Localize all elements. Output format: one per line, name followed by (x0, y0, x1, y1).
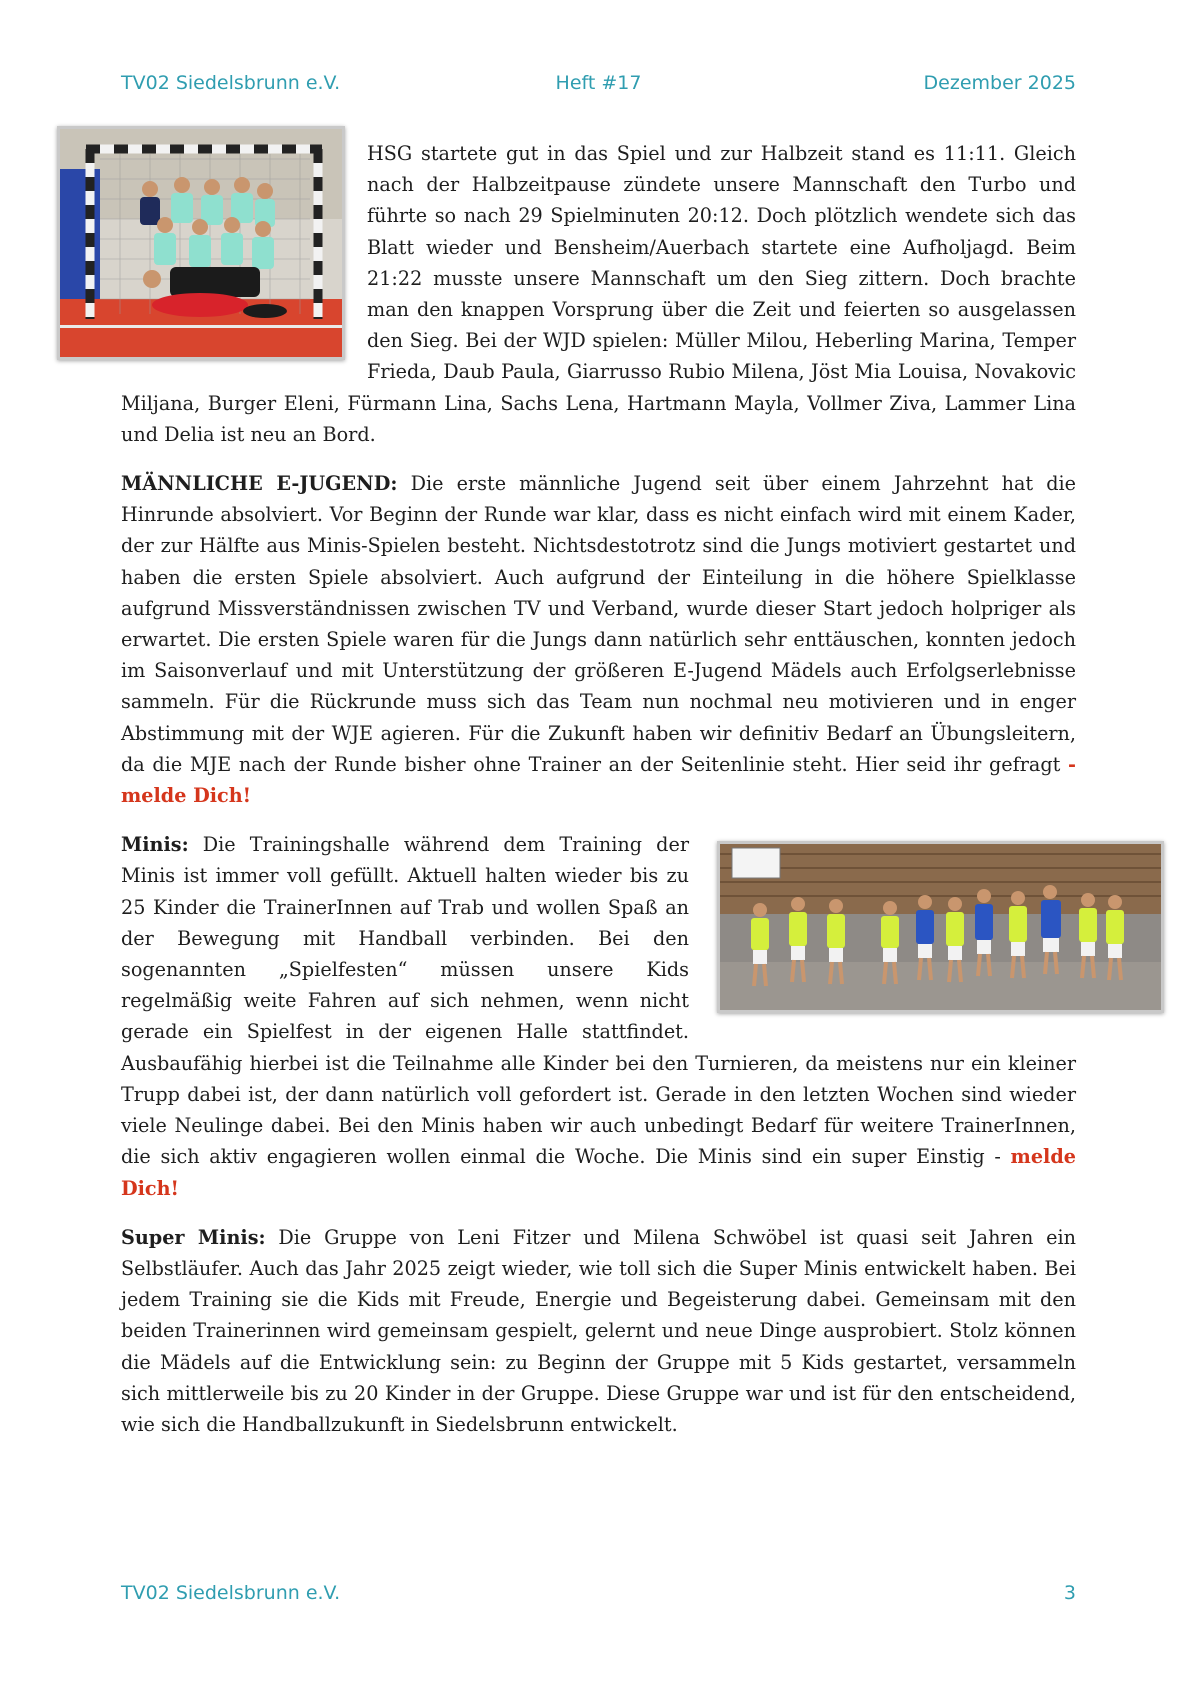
header-issue: Heft #17 (555, 72, 642, 94)
mje-text: Die erste männliche Jugend seit über einem Jahrzehnt hat die Hinrunde absolviert. Vor Beginn der Runde war klar, dass es nicht einfach wird mit einem Kader, der zur Hälfte aus Minis-Spielen besteht. Nichtsdestotrotz sind die Jungs motiviert gestartet und haben die ersten Spiele absolviert. Auch aufgrund der Einteilung in die höhere Spielklasse aufgrund Missverständnissen zwischen TV und Verband, wurde dieser Start jedoch holpriger als erwartet. Die ersten Spiele waren für die Jungs dann natürlich sehr enttäuschen, konnten jedoch im Saisonverlauf und mit Unterstützung der größeren E-Jugend Mädels auch Erfolgserlebnisse sammeln. Für die Rückrunde muss sich das Team nun nochmal neu motivieren und in enger Abstimmung mit der WJE agieren. Für die Zukunft haben wir definitiv Bedarf an Übungsleitern, da die MJE nach der Runde bisher ohne Trainer an der Seitenlinie steht. Hier seid ihr gefragt (121, 472, 1076, 776)
super-minis-text: Die Gruppe von Leni Fitzer und Milena Schwöbel ist quasi seit Jahren ein Selbstläufer. Auch das Jahr 2025 zeigt wieder, wie toll sich die Super Minis entwickelt haben. Bei jedem Training sie die Kids mit Freude, Energie und Begeisterung dabei. Gemeinsam mit den beiden Trainerinnen wird gemeinsam gespielt, gelernt und neue Dinge ausprobiert. Stolz können die Mädels auf die Entwicklung sein: zu Beginn der Gruppe mit 5 Kids gestartet, versammeln sich mittlerweile bis zu 20 Kinder in der Gruppe. Diese Gruppe war und ist für den entscheidend, wie sich die Handballzukunft in Siedelsbrunn entwickelt. (121, 1225, 1076, 1436)
team-photo-wjd-image (60, 129, 342, 357)
page-number: 3 (1063, 1582, 1076, 1604)
section-mje (121, 468, 1076, 811)
page-footer (121, 1582, 1076, 1608)
mje-cta: - melde Dich! (121, 752, 1076, 808)
section-super-minis (121, 1222, 1076, 1440)
minis-text: Die Trainingshalle während dem Training der Minis ist immer voll gefüllt. Aktuell halten wieder bis zu 25 Kinder die TrainerInnen auf Trab und wollen Spaß an der Bewegung mit Handball verbinden. Bei den sogenannten „Spielfesten“ müssen unsere Kids regelmäßig weite Fahren auf sich nehmen, wenn nicht gerade ein Spielfest in der eigenen Halle stattfindet. Ausbaufähig hierbei ist die Teilnahme alle Kinder bei den Turnieren, da meistens nur ein kleiner Trupp dabei ist, der dann natürlich voll gefordert ist. Gerade in den letzten Wochen sind wieder viele Neulinge dabei. Bei den Minis haben wir auch unbedingt Bedarf für weitere TrainerInnen, die sich aktiv engagieren wollen einmal die Woche. Die Minis sind ein super Einstig (121, 833, 1076, 1169)
mje-team-photo (717, 841, 1164, 1013)
intro-paragraph: HSG startete gut in das Spiel und zur Halbzeit stand es 11:11. Gleich nach der Halbzeitpause zündete unsere Mannschaft den Turbo und führte so nach 29 Spielminuten 20:12. Doch plötzlich wendete sich das Blatt wieder und Bensheim/Auerbach startete eine Aufholjagd. Beim 21:22 musste unsere Mannschaft um den Sieg zittern. Doch brachte man den knappen Vorsprung über die Zeit und feierten so ausgelassen den Sieg. Bei der WJD spielen: Müller Milou, Heberling Marina, Temper Frieda, Daub Paula, Giarrusso Rubio Milena, Jöst Mia Louisa, Novakovic Miljana, Burger Eleni, Fürmann Lina, Sachs Lena, Hartmann Mayla, Vollmer Ziva, Lammer Lina und Delia ist neu an Bord. (121, 142, 1076, 446)
super-minis-heading: Super Minis: (121, 1225, 266, 1249)
page-header (121, 72, 1076, 98)
minis-heading: Minis: (121, 833, 189, 857)
header-date: Dezember 2025 (923, 72, 1076, 94)
footer-club: TV02 Siedelsbrunn e.V. (121, 1582, 341, 1604)
minis-cta: melde Dich! (121, 1145, 1076, 1200)
team-photo-wjd (57, 126, 345, 360)
minis-dash: - (994, 1145, 1011, 1169)
article-body (121, 138, 1076, 1440)
mje-team-photo-image (720, 844, 1161, 1010)
mje-heading: MÄNNLICHE E-JUGEND: (121, 472, 398, 496)
header-club: TV02 Siedelsbrunn e.V. (121, 72, 341, 94)
